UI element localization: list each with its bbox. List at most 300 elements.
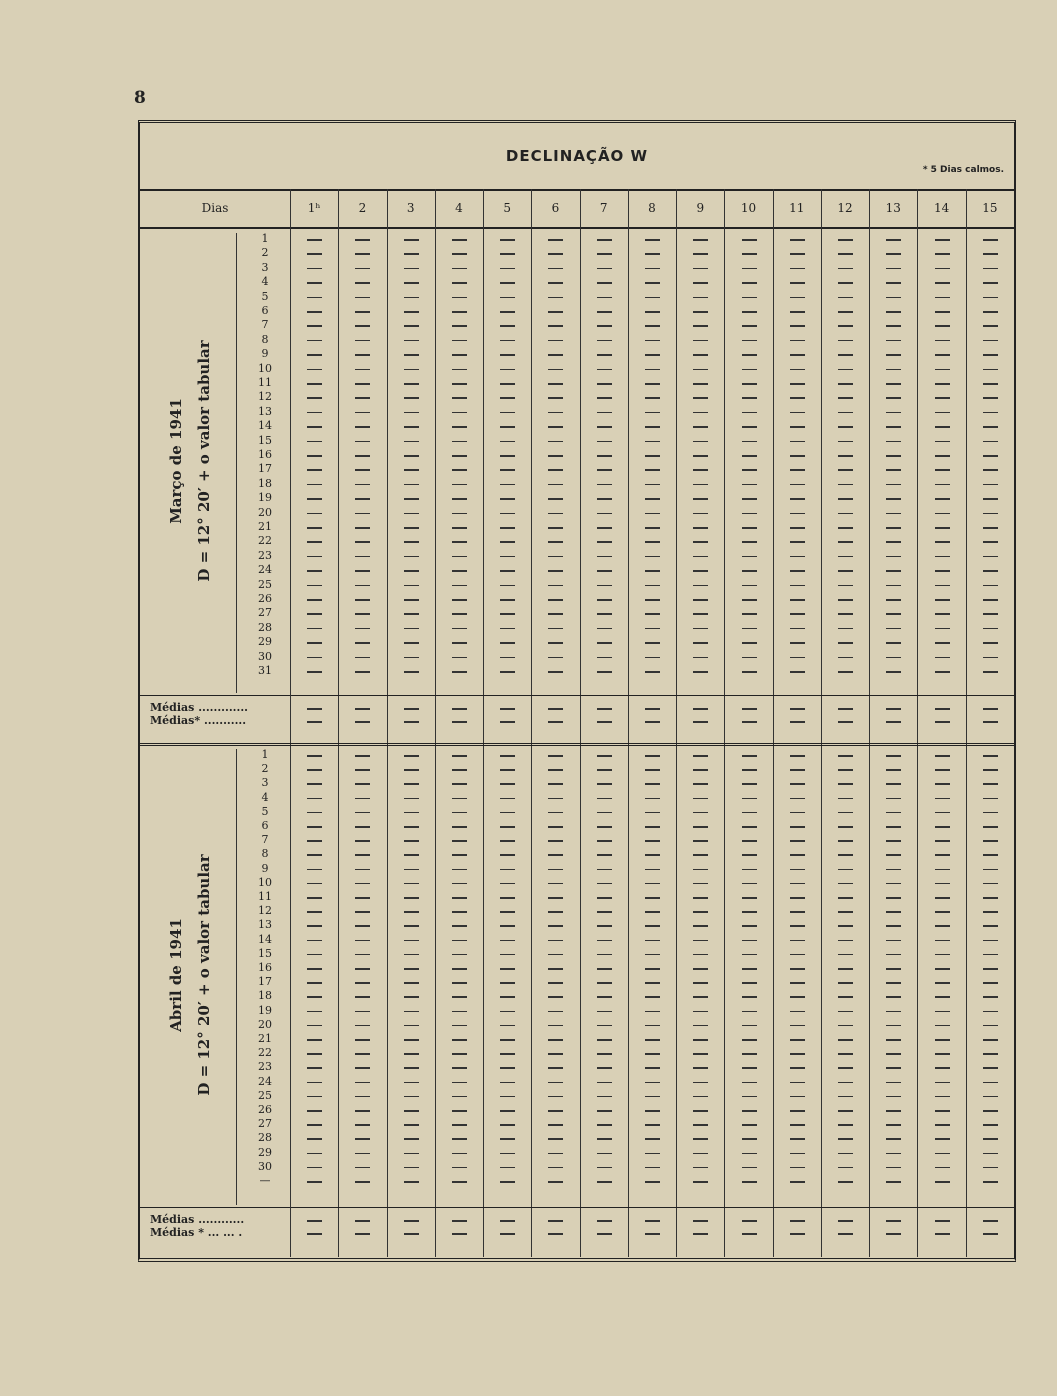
empty-value-dash	[645, 982, 660, 984]
empty-value-dash	[548, 1067, 563, 1069]
medias-label: Médias .............	[150, 701, 248, 714]
empty-value-dash	[838, 982, 853, 984]
empty-value-dash	[597, 1167, 612, 1169]
empty-value-dash	[935, 996, 950, 998]
empty-value-dash	[983, 883, 998, 885]
empty-value-dash	[645, 354, 660, 356]
medias-empty-dash	[693, 721, 708, 723]
empty-value-dash	[355, 812, 370, 814]
empty-value-dash	[983, 268, 998, 270]
empty-value-dash	[548, 1039, 563, 1041]
empty-value-dash	[500, 585, 515, 587]
empty-value-dash	[935, 426, 950, 428]
empty-value-dash	[886, 783, 901, 785]
empty-value-dash	[404, 412, 419, 414]
empty-value-dash	[886, 755, 901, 757]
empty-value-dash	[307, 541, 322, 543]
medias-empty-dash	[693, 1233, 708, 1235]
hour-header-8: 8	[648, 201, 656, 215]
medias-empty-dash	[790, 708, 805, 710]
empty-value-dash	[597, 455, 612, 457]
empty-value-dash	[355, 513, 370, 515]
empty-value-dash	[307, 383, 322, 385]
empty-value-dash	[693, 628, 708, 630]
empty-value-dash	[742, 982, 757, 984]
medias-label: Médias ............	[150, 1213, 245, 1226]
empty-value-dash	[500, 1181, 515, 1183]
empty-value-dash	[307, 1039, 322, 1041]
empty-value-dash	[838, 397, 853, 399]
empty-value-dash	[500, 268, 515, 270]
empty-value-dash	[548, 253, 563, 255]
empty-value-dash	[838, 1053, 853, 1055]
empty-value-dash	[983, 397, 998, 399]
empty-value-dash	[790, 840, 805, 842]
empty-value-dash	[355, 883, 370, 885]
empty-value-dash	[742, 311, 757, 313]
medias-empty-dash	[548, 721, 563, 723]
empty-value-dash	[693, 484, 708, 486]
column-divider	[917, 189, 918, 1257]
empty-value-dash	[838, 599, 853, 601]
empty-value-dash	[693, 826, 708, 828]
empty-value-dash	[452, 469, 467, 471]
empty-value-dash	[742, 1153, 757, 1155]
empty-value-dash	[355, 397, 370, 399]
empty-value-dash	[597, 354, 612, 356]
empty-value-dash	[935, 840, 950, 842]
empty-value-dash	[693, 469, 708, 471]
medias-empty-dash	[742, 1233, 757, 1235]
empty-value-dash	[355, 527, 370, 529]
empty-value-dash	[935, 1167, 950, 1169]
empty-value-dash	[307, 940, 322, 942]
empty-value-dash	[307, 469, 322, 471]
medias-separator	[140, 695, 1014, 696]
empty-value-dash	[790, 628, 805, 630]
empty-value-dash	[645, 599, 660, 601]
column-divider	[821, 189, 822, 1257]
empty-value-dash	[548, 570, 563, 572]
empty-value-dash	[452, 239, 467, 241]
empty-value-dash	[693, 996, 708, 998]
empty-value-dash	[935, 982, 950, 984]
empty-value-dash	[307, 1124, 322, 1126]
empty-value-dash	[597, 325, 612, 327]
empty-value-dash	[500, 513, 515, 515]
empty-value-dash	[693, 1153, 708, 1155]
empty-value-dash	[742, 1167, 757, 1169]
empty-value-dash	[500, 1124, 515, 1126]
empty-value-dash	[983, 1025, 998, 1027]
medias-empty-dash	[597, 1220, 612, 1222]
empty-value-dash	[597, 239, 612, 241]
empty-value-dash	[307, 484, 322, 486]
empty-value-dash	[742, 1011, 757, 1013]
empty-value-dash	[597, 340, 612, 342]
empty-value-dash	[500, 968, 515, 970]
empty-value-dash	[935, 954, 950, 956]
empty-value-dash	[645, 812, 660, 814]
empty-value-dash	[548, 455, 563, 457]
empty-value-dash	[597, 996, 612, 998]
empty-value-dash	[404, 925, 419, 927]
empty-value-dash	[838, 253, 853, 255]
empty-value-dash	[645, 325, 660, 327]
empty-value-dash	[452, 883, 467, 885]
empty-value-dash	[404, 954, 419, 956]
empty-value-dash	[693, 311, 708, 313]
empty-value-dash	[790, 1181, 805, 1183]
medias-empty-dash	[935, 721, 950, 723]
empty-value-dash	[693, 585, 708, 587]
empty-value-dash	[307, 1011, 322, 1013]
empty-value-dash	[886, 869, 901, 871]
empty-value-dash	[838, 883, 853, 885]
medias-empty-dash	[452, 1233, 467, 1235]
empty-value-dash	[452, 657, 467, 659]
empty-value-dash	[886, 897, 901, 899]
day-number: 14	[258, 932, 272, 946]
empty-value-dash	[645, 282, 660, 284]
empty-value-dash	[983, 1124, 998, 1126]
empty-value-dash	[645, 1181, 660, 1183]
medias-empty-dash	[838, 1233, 853, 1235]
empty-value-dash	[645, 854, 660, 856]
empty-value-dash	[886, 1138, 901, 1140]
empty-value-dash	[355, 642, 370, 644]
empty-value-dash	[645, 954, 660, 956]
empty-value-dash	[500, 383, 515, 385]
day-number: 1	[261, 748, 269, 761]
empty-value-dash	[935, 798, 950, 800]
empty-value-dash	[355, 239, 370, 241]
empty-value-dash	[307, 527, 322, 529]
empty-value-dash	[886, 239, 901, 241]
empty-value-dash	[500, 455, 515, 457]
medias-empty-dash	[742, 708, 757, 710]
empty-value-dash	[886, 1110, 901, 1112]
empty-value-dash	[597, 599, 612, 601]
empty-value-dash	[983, 1153, 998, 1155]
medias-empty-dash	[983, 1220, 998, 1222]
medias-empty-dash	[742, 1220, 757, 1222]
day-number: 29	[258, 1145, 272, 1159]
empty-value-dash	[935, 911, 950, 913]
empty-value-dash	[645, 642, 660, 644]
empty-value-dash	[742, 1053, 757, 1055]
empty-value-dash	[404, 1039, 419, 1041]
empty-value-dash	[307, 1053, 322, 1055]
medias-empty-dash	[597, 708, 612, 710]
empty-value-dash	[548, 628, 563, 630]
empty-value-dash	[548, 854, 563, 856]
empty-value-dash	[742, 1096, 757, 1098]
empty-value-dash	[790, 527, 805, 529]
empty-value-dash	[790, 311, 805, 313]
empty-value-dash	[548, 484, 563, 486]
empty-value-dash	[404, 1025, 419, 1027]
empty-value-dash	[548, 940, 563, 942]
empty-value-dash	[355, 1167, 370, 1169]
empty-value-dash	[886, 826, 901, 828]
empty-value-dash	[983, 1011, 998, 1013]
empty-value-dash	[935, 671, 950, 673]
empty-value-dash	[886, 412, 901, 414]
empty-value-dash	[935, 755, 950, 757]
empty-value-dash	[355, 897, 370, 899]
empty-value-dash	[983, 812, 998, 814]
empty-value-dash	[597, 527, 612, 529]
empty-value-dash	[983, 253, 998, 255]
empty-value-dash	[500, 1025, 515, 1027]
empty-value-dash	[500, 354, 515, 356]
empty-value-dash	[500, 527, 515, 529]
empty-value-dash	[597, 968, 612, 970]
empty-value-dash	[404, 297, 419, 299]
empty-value-dash	[838, 755, 853, 757]
empty-value-dash	[983, 541, 998, 543]
empty-value-dash	[693, 798, 708, 800]
empty-value-dash	[742, 783, 757, 785]
empty-value-dash	[935, 397, 950, 399]
empty-value-dash	[790, 755, 805, 757]
empty-value-dash	[404, 1082, 419, 1084]
column-divider	[531, 189, 532, 1257]
day-number: 26	[258, 592, 272, 605]
empty-value-dash	[452, 854, 467, 856]
empty-value-dash	[452, 954, 467, 956]
empty-value-dash	[693, 268, 708, 270]
empty-value-dash	[645, 484, 660, 486]
day-number: 31	[258, 664, 272, 677]
empty-value-dash	[404, 585, 419, 587]
empty-value-dash	[983, 1082, 998, 1084]
medias-empty-dash	[645, 708, 660, 710]
medias-separator	[140, 1207, 1014, 1208]
empty-value-dash	[307, 498, 322, 500]
day-number: 19	[258, 491, 272, 505]
empty-value-dash	[404, 642, 419, 644]
empty-value-dash	[597, 755, 612, 757]
empty-value-dash	[307, 642, 322, 644]
empty-value-dash	[355, 1110, 370, 1112]
empty-value-dash	[838, 239, 853, 241]
empty-value-dash	[935, 657, 950, 659]
empty-value-dash	[500, 397, 515, 399]
medias-empty-dash	[597, 721, 612, 723]
empty-value-dash	[452, 671, 467, 673]
hour-header-3: 3	[406, 201, 415, 215]
day-number: 21	[258, 520, 272, 533]
empty-value-dash	[838, 798, 853, 800]
empty-value-dash	[404, 383, 419, 385]
empty-value-dash	[838, 541, 853, 543]
empty-value-dash	[500, 1053, 515, 1055]
empty-value-dash	[838, 570, 853, 572]
empty-value-dash	[355, 869, 370, 871]
empty-value-dash	[886, 340, 901, 342]
empty-value-dash	[983, 369, 998, 371]
empty-value-dash	[500, 1067, 515, 1069]
empty-value-dash	[790, 354, 805, 356]
empty-value-dash	[838, 354, 853, 356]
empty-value-dash	[645, 996, 660, 998]
empty-value-dash	[645, 1025, 660, 1027]
empty-value-dash	[886, 1082, 901, 1084]
medias-empty-dash	[886, 1233, 901, 1235]
empty-value-dash	[983, 613, 998, 615]
empty-value-dash	[838, 383, 853, 385]
empty-value-dash	[548, 911, 563, 913]
empty-value-dash	[307, 840, 322, 842]
empty-value-dash	[935, 1110, 950, 1112]
empty-value-dash	[790, 383, 805, 385]
empty-value-dash	[404, 253, 419, 255]
empty-value-dash	[935, 968, 950, 970]
empty-value-dash	[838, 657, 853, 659]
empty-value-dash	[693, 769, 708, 771]
empty-value-dash	[935, 441, 950, 443]
empty-value-dash	[452, 1067, 467, 1069]
empty-value-dash	[645, 1039, 660, 1041]
empty-value-dash	[693, 954, 708, 956]
empty-value-dash	[935, 783, 950, 785]
empty-value-dash	[693, 925, 708, 927]
empty-value-dash	[935, 383, 950, 385]
column-divider	[724, 189, 725, 1257]
empty-value-dash	[500, 1082, 515, 1084]
empty-value-dash	[983, 383, 998, 385]
empty-value-dash	[355, 541, 370, 543]
empty-value-dash	[693, 812, 708, 814]
empty-value-dash	[307, 441, 322, 443]
column-divider	[676, 189, 677, 1257]
empty-value-dash	[886, 1181, 901, 1183]
empty-value-dash	[355, 769, 370, 771]
empty-value-dash	[935, 239, 950, 241]
empty-value-dash	[742, 1039, 757, 1041]
empty-value-dash	[935, 1011, 950, 1013]
empty-value-dash	[500, 812, 515, 814]
empty-value-dash	[597, 469, 612, 471]
empty-value-dash	[935, 1138, 950, 1140]
empty-value-dash	[838, 426, 853, 428]
empty-value-dash	[404, 1067, 419, 1069]
day-number: 10	[258, 875, 272, 889]
empty-value-dash	[935, 455, 950, 457]
empty-value-dash	[452, 911, 467, 913]
empty-value-dash	[307, 282, 322, 284]
empty-value-dash	[548, 1124, 563, 1126]
empty-value-dash	[355, 268, 370, 270]
empty-value-dash	[790, 340, 805, 342]
medias-empty-dash	[307, 1220, 322, 1222]
empty-value-dash	[355, 484, 370, 486]
empty-value-dash	[693, 383, 708, 385]
medias-empty-dash	[404, 1220, 419, 1222]
empty-value-dash	[452, 897, 467, 899]
empty-value-dash	[838, 1167, 853, 1169]
empty-value-dash	[645, 755, 660, 757]
day-number: 28	[258, 620, 272, 634]
empty-value-dash	[597, 585, 612, 587]
empty-value-dash	[983, 426, 998, 428]
empty-value-dash	[886, 769, 901, 771]
empty-value-dash	[886, 268, 901, 270]
day-number: 7	[261, 318, 269, 332]
empty-value-dash	[597, 397, 612, 399]
empty-value-dash	[838, 1124, 853, 1126]
empty-value-dash	[645, 940, 660, 942]
empty-value-dash	[693, 1039, 708, 1041]
empty-value-dash	[452, 642, 467, 644]
empty-value-dash	[307, 854, 322, 856]
empty-value-dash	[452, 755, 467, 757]
empty-value-dash	[548, 883, 563, 885]
hour-header-row	[140, 189, 1014, 229]
empty-value-dash	[404, 527, 419, 529]
empty-value-dash	[935, 925, 950, 927]
empty-value-dash	[886, 911, 901, 913]
day-number: 23	[258, 548, 272, 562]
empty-value-dash	[452, 925, 467, 927]
empty-value-dash	[645, 883, 660, 885]
empty-value-dash	[742, 1067, 757, 1069]
empty-value-dash	[355, 854, 370, 856]
empty-value-dash	[838, 968, 853, 970]
empty-value-dash	[500, 613, 515, 615]
empty-value-dash	[693, 426, 708, 428]
day-number: 17	[258, 462, 272, 476]
empty-value-dash	[355, 840, 370, 842]
empty-value-dash	[597, 369, 612, 371]
medias-empty-dash	[548, 708, 563, 710]
empty-value-dash	[452, 798, 467, 800]
empty-value-dash	[983, 484, 998, 486]
empty-value-dash	[645, 239, 660, 241]
medias-empty-dash	[790, 1233, 805, 1235]
empty-value-dash	[452, 940, 467, 942]
empty-value-dash	[548, 239, 563, 241]
empty-value-dash	[404, 268, 419, 270]
empty-value-dash	[838, 940, 853, 942]
empty-value-dash	[307, 1067, 322, 1069]
empty-value-dash	[597, 1096, 612, 1098]
empty-value-dash	[597, 812, 612, 814]
empty-value-dash	[742, 412, 757, 414]
empty-value-dash	[790, 469, 805, 471]
empty-value-dash	[355, 383, 370, 385]
empty-value-dash	[886, 1167, 901, 1169]
empty-value-dash	[838, 513, 853, 515]
day-number: 4	[261, 275, 269, 289]
empty-value-dash	[790, 911, 805, 913]
empty-value-dash	[355, 599, 370, 601]
empty-value-dash	[307, 1025, 322, 1027]
empty-value-dash	[983, 854, 998, 856]
column-divider	[628, 189, 629, 1257]
empty-value-dash	[886, 812, 901, 814]
empty-value-dash	[597, 840, 612, 842]
empty-value-dash	[404, 340, 419, 342]
empty-value-dash	[838, 311, 853, 313]
empty-value-dash	[452, 968, 467, 970]
empty-value-dash	[500, 1138, 515, 1140]
empty-value-dash	[452, 556, 467, 558]
empty-value-dash	[838, 498, 853, 500]
empty-value-dash	[693, 1138, 708, 1140]
